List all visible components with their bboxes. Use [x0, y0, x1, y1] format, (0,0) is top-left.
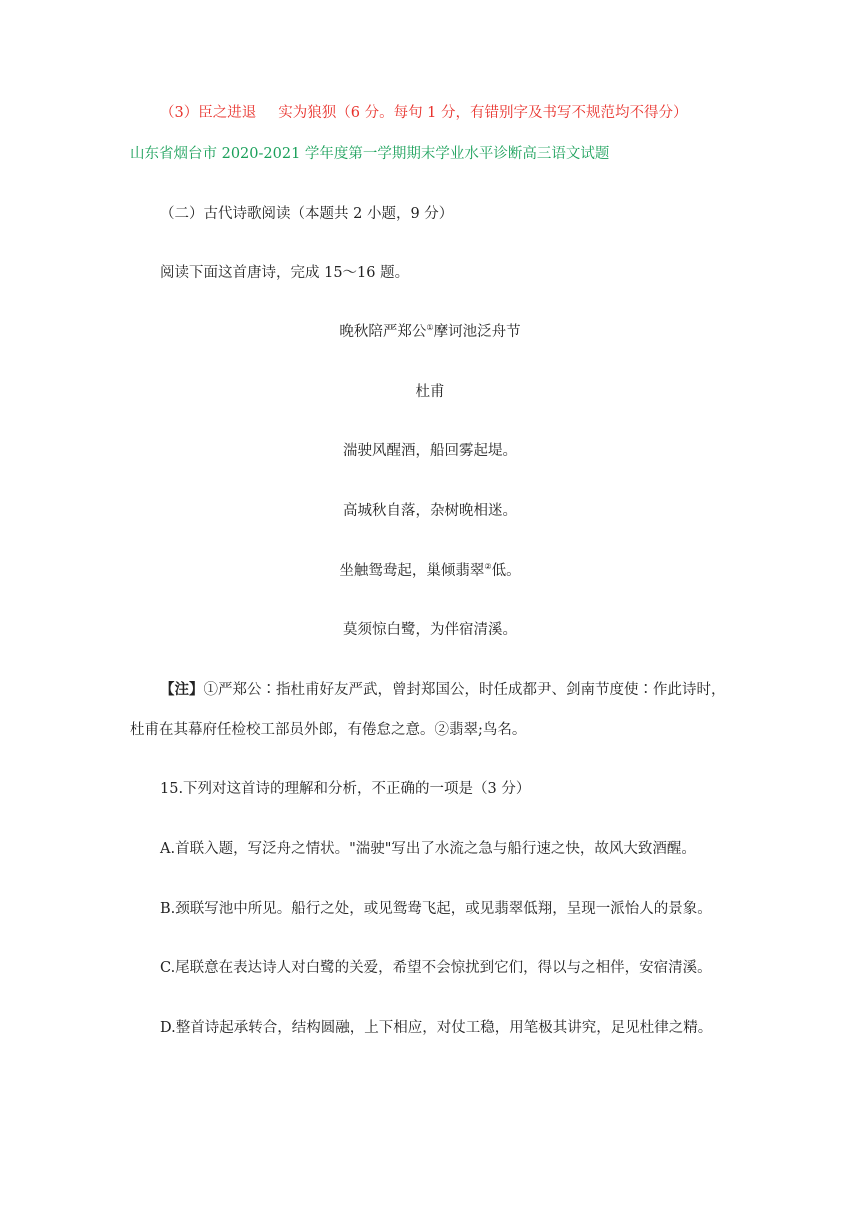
note-text-1: ①严郑公∶指杜甫好友严武，曾封郑国公，时任成都尹、剑南节度使∶作此诗时， [203, 682, 726, 698]
option-b: B.颈联写池中所见。船行之处，或见鸳鸯飞起，或见翡翠低翔，呈现一派怡人的景象。 [160, 901, 712, 917]
poem-author: 杜甫 [415, 384, 445, 400]
note-line-2: 杜甫在其幕府任检校工部员外郎，有倦怠之意。②翡翠;鸟名。 [130, 722, 527, 738]
poem-line-3-part2: 低。 [491, 563, 521, 579]
option-c: C.尾联意在表达诗人对白鹭的关爱，希望不会惊扰到它们，得以与之相伴，安宿清溪。 [160, 960, 712, 976]
question-stem: 15.下列对这首诗的理解和分析，不正确的一项是（3 分） [160, 781, 531, 797]
option-d: D.整首诗起承转合，结构圆融，上下相应，对仗工稳，用笔极其讲究，足见杜律之精。 [160, 1020, 713, 1036]
answer-part2: 实为狼狈（6 分。每句 1 分，有错别字及书写不规范均不得分） [278, 105, 688, 121]
instruction: 阅读下面这首唐诗，完成 15～16 题。 [160, 265, 410, 281]
poem-line-2: 高城秋自落，杂树晚相迷。 [343, 503, 517, 519]
poem-title-part2: 摩诃池泛舟节 [433, 324, 521, 340]
poem-title-part1: 晚秋陪严郑公 [339, 324, 427, 340]
poem-line-4: 莫须惊白鹭，为伴宿清溪。 [343, 622, 517, 638]
source-line: 山东省烟台市 2020-2021 学年度第一学期期末学业水平诊断高三语文试题 [130, 146, 610, 162]
section-heading: （二）古代诗歌阅读（本题共 2 小题，9 分） [160, 206, 454, 222]
poem-line-3 [0, 560, 860, 582]
footnote-marker-1: ① [426, 323, 434, 333]
option-a: A.首联入题，写泛舟之情状。"湍驶"写出了水流之急与船行速之快，故风大致酒醒。 [160, 841, 696, 857]
note-line-1 [160, 679, 726, 701]
answer-line [160, 102, 688, 124]
note-label: 【注】 [160, 681, 204, 698]
footnote-marker-2: ② [484, 562, 492, 572]
poem-line-3-part1: 坐触鸳鸯起，巢倾翡翠 [339, 563, 485, 579]
poem-line-1: 湍驶风醒酒，船回雾起堤。 [343, 443, 517, 459]
answer-part1: （3）臣之进退 [160, 105, 257, 121]
poem-title [0, 321, 860, 343]
